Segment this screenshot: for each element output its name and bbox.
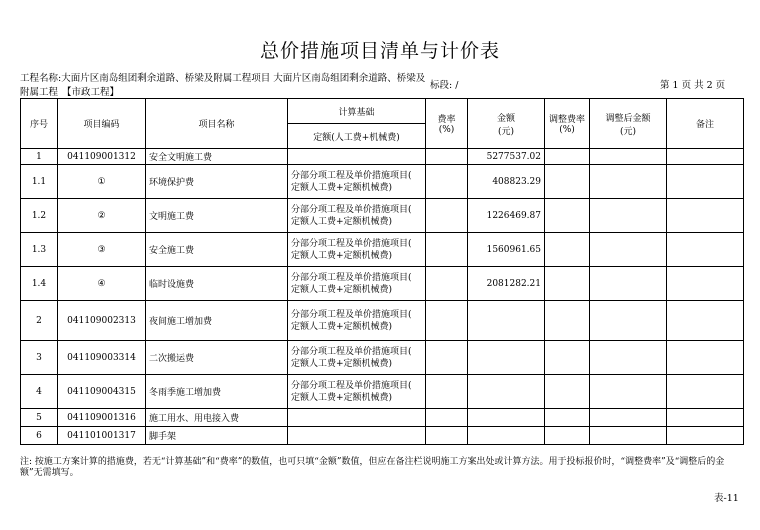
cell-rate — [426, 409, 468, 427]
cell-adj-amount — [590, 267, 667, 301]
cell-name: 文明施工费 — [146, 199, 288, 233]
cell-name: 冬雨季施工增加费 — [146, 375, 288, 409]
cell-name: 安全文明施工费 — [146, 149, 288, 165]
header-amount-unit: (元) — [497, 126, 515, 137]
cell-adj-rate — [545, 149, 590, 165]
project-tag: 【市政工程】 — [62, 87, 120, 98]
cell-amount: 5277537.02 — [468, 149, 545, 165]
cell-name: 临时设施费 — [146, 267, 288, 301]
header-seq: 序号 — [21, 99, 58, 149]
cell-rate — [426, 427, 468, 445]
cell-remark — [667, 301, 744, 341]
cell-code: ① — [58, 165, 146, 199]
page-info: 第 1 页 共 2 页 — [660, 80, 726, 91]
cell-name: 脚手架 — [146, 427, 288, 445]
cell-code: 041109001316 — [58, 409, 146, 427]
cell-name: 施工用水、用电接入费 — [146, 409, 288, 427]
basis-line-2: 定额人工费+定额机械费) — [291, 250, 393, 261]
cell-rate — [426, 149, 468, 165]
cell-amount — [468, 375, 545, 409]
cell-code: 041109004315 — [58, 375, 146, 409]
cell-amount — [468, 301, 545, 341]
cell-seq: 5 — [21, 409, 58, 427]
cell-adj-rate — [545, 427, 590, 445]
table-row — [21, 301, 744, 341]
cell-code: ③ — [58, 233, 146, 267]
cell-adj-amount — [590, 233, 667, 267]
cell-basis — [288, 267, 426, 301]
basis-line-1: 分部分项工程及单价措施项目( — [291, 238, 412, 249]
header-adj-amount — [590, 99, 667, 149]
cell-code: 041109001312 — [58, 149, 146, 165]
project-label: 工程名称: — [20, 73, 62, 84]
basis-line-1: 分部分项工程及单价措施项目( — [291, 272, 412, 283]
basis-line-1: 分部分项工程及单价措施项目( — [291, 204, 412, 215]
cell-basis — [288, 427, 426, 445]
cell-adj-amount — [590, 375, 667, 409]
basis-line-2: 定额人工费+定额机械费) — [291, 216, 393, 227]
cell-adj-amount — [590, 427, 667, 445]
table-row — [21, 375, 744, 409]
table-row — [21, 341, 744, 375]
project-info — [20, 72, 430, 100]
cell-remark — [667, 409, 744, 427]
cell-remark — [667, 267, 744, 301]
cell-rate — [426, 233, 468, 267]
cell-seq: 1.2 — [21, 199, 58, 233]
cell-code: 041109003314 — [58, 341, 146, 375]
cell-adj-rate — [545, 199, 590, 233]
basis-line-1: 分部分项工程及单价措施项目( — [291, 309, 412, 320]
cell-seq: 3 — [21, 341, 58, 375]
page-title: 总价措施项目清单与计价表 — [259, 40, 500, 62]
header-amount-label: 金额 — [496, 113, 515, 124]
cell-name: 安全施工费 — [146, 233, 288, 267]
cell-remark — [667, 165, 744, 199]
cell-name: 环境保护费 — [146, 165, 288, 199]
cell-amount — [468, 427, 545, 445]
cell-code: 041101001317 — [58, 427, 146, 445]
cell-basis — [288, 301, 426, 341]
header-rate — [426, 99, 468, 149]
cell-seq: 1 — [21, 149, 58, 165]
table-row — [21, 149, 744, 165]
header-adj-rate — [545, 99, 590, 149]
cell-adj-amount — [590, 341, 667, 375]
basis-line-2: 定额人工费+定额机械费) — [291, 358, 393, 369]
cell-rate — [426, 199, 468, 233]
header-remark: 备注 — [667, 99, 744, 149]
cell-name: 夜间施工增加费 — [146, 301, 288, 341]
cell-basis — [288, 149, 426, 165]
cell-adj-amount — [590, 165, 667, 199]
cell-adj-rate — [545, 165, 590, 199]
table-body — [21, 149, 744, 445]
cell-seq: 6 — [21, 427, 58, 445]
cell-basis — [288, 199, 426, 233]
basis-line-1: 分部分项工程及单价措施项目( — [291, 170, 412, 181]
cell-seq: 1.1 — [21, 165, 58, 199]
header-adj-rate-unit: (%) — [559, 125, 575, 135]
cell-adj-rate — [545, 301, 590, 341]
cell-remark — [667, 199, 744, 233]
cell-code: ② — [58, 199, 146, 233]
header-basis-sub: 定额(人工费+机械费) — [288, 124, 426, 149]
header-amount — [468, 99, 545, 149]
cell-rate — [426, 341, 468, 375]
basis-line-2: 定额人工费+定额机械费) — [291, 392, 393, 403]
section-info: 标段: / — [430, 80, 459, 91]
cell-adj-amount — [590, 199, 667, 233]
cell-rate — [426, 267, 468, 301]
basis-line-2: 定额人工费+定额机械费) — [291, 182, 393, 193]
cell-remark — [667, 149, 744, 165]
cell-adj-rate — [545, 409, 590, 427]
cell-remark — [667, 427, 744, 445]
cell-code: ④ — [58, 267, 146, 301]
cell-adj-amount — [590, 409, 667, 427]
measures-table — [20, 98, 744, 445]
cell-seq: 1.4 — [21, 267, 58, 301]
cell-remark — [667, 341, 744, 375]
cell-seq: 4 — [21, 375, 58, 409]
cell-seq: 2 — [21, 301, 58, 341]
table-number: 表-11 — [714, 493, 739, 504]
cell-remark — [667, 375, 744, 409]
basis-line-2: 定额人工费+定额机械费) — [291, 284, 393, 295]
cell-amount: 408823.29 — [468, 165, 545, 199]
cell-rate — [426, 375, 468, 409]
cell-adj-amount — [590, 301, 667, 341]
cell-adj-rate — [545, 375, 590, 409]
cell-amount: 1226469.87 — [468, 199, 545, 233]
table-row — [21, 409, 744, 427]
header-basis: 计算基础 — [288, 99, 426, 124]
table-row — [21, 427, 744, 445]
table-row — [21, 233, 744, 267]
cell-adj-rate — [545, 341, 590, 375]
header-code: 项目编码 — [58, 99, 146, 149]
header-name: 项目名称 — [146, 99, 288, 149]
project-name: 大面片区南岛组团剩余道路、桥梁及附属工程项目 大面片区南岛组团剩余道路、桥梁及附属工程 — [20, 73, 426, 98]
header-adj-amount-label: 调整后金额 — [605, 113, 651, 124]
basis-line-1: 分部分项工程及单价措施项目( — [291, 380, 412, 391]
basis-line-1: 分部分项工程及单价措施项目( — [291, 346, 412, 357]
table-row — [21, 267, 744, 301]
cell-basis — [288, 341, 426, 375]
cell-amount: 2081282.21 — [468, 267, 545, 301]
basis-line-2: 定额人工费+定额机械费) — [291, 321, 393, 332]
header-rate-label: 费率 — [437, 115, 456, 125]
cell-remark — [667, 233, 744, 267]
cell-basis — [288, 165, 426, 199]
footnote: 注: 按施工方案计算的措施费，若无“计算基础”和“费率”的数值，也可只填“金额”数值，但应在备注栏说明施工方案出处或计算方法。用于投标报价时，“调整费率”及“调整后的金额”无需填写。 — [20, 457, 725, 478]
cell-basis — [288, 375, 426, 409]
cell-amount: 1560961.65 — [468, 233, 545, 267]
cell-name: 二次搬运费 — [146, 341, 288, 375]
cell-adj-rate — [545, 267, 590, 301]
cell-amount — [468, 341, 545, 375]
cell-seq: 1.3 — [21, 233, 58, 267]
cell-rate — [426, 301, 468, 341]
cell-basis — [288, 409, 426, 427]
header-adj-rate-label: 调整费率 — [548, 115, 585, 125]
cell-amount — [468, 409, 545, 427]
header-rate-unit: (%) — [438, 125, 455, 135]
header-adj-amount-unit: (元) — [619, 126, 637, 137]
cell-rate — [426, 165, 468, 199]
cell-code: 041109002313 — [58, 301, 146, 341]
table-row — [21, 199, 744, 233]
cell-basis — [288, 233, 426, 267]
cell-adj-amount — [590, 149, 667, 165]
cell-adj-rate — [545, 233, 590, 267]
table-row — [21, 165, 744, 199]
